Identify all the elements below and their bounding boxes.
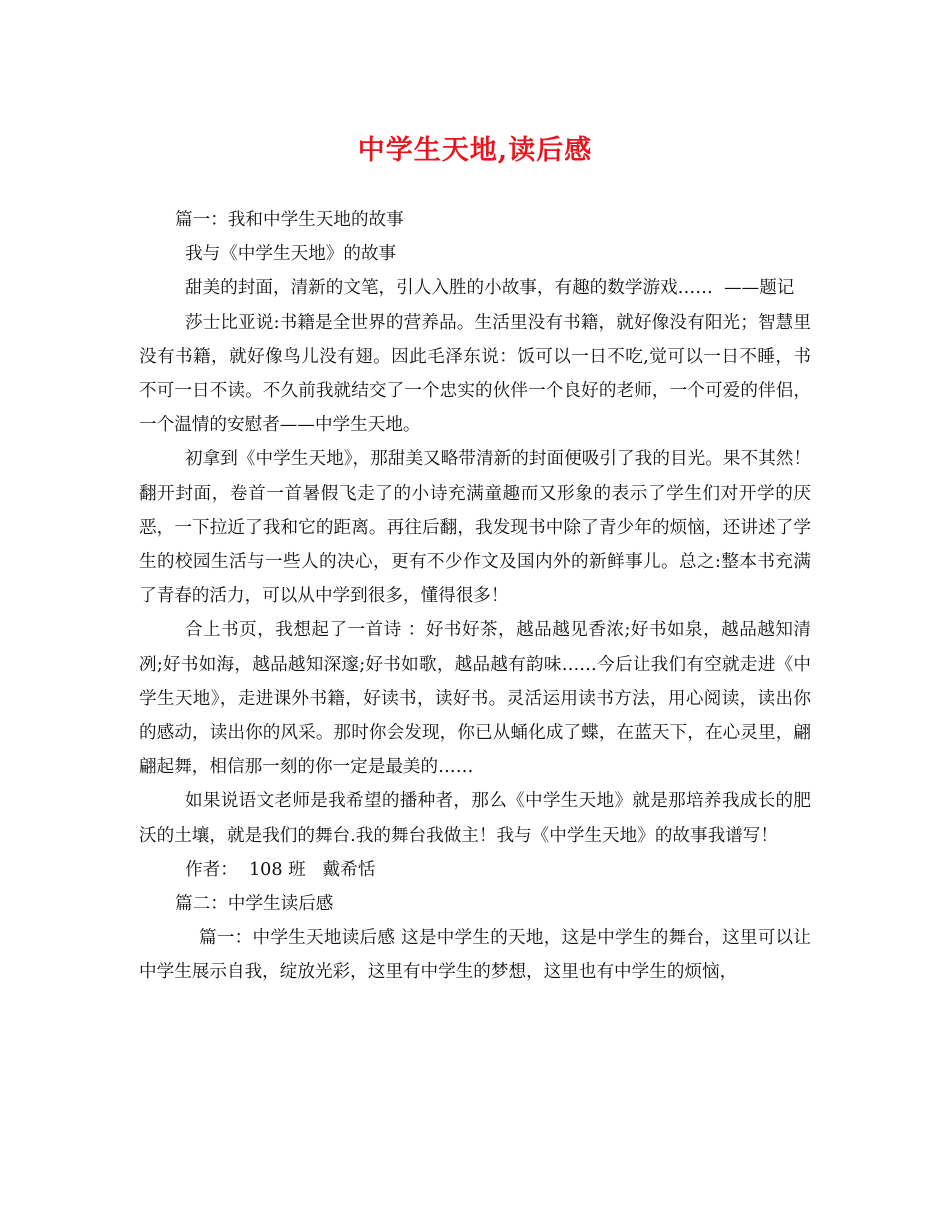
document-title: 中学生天地,读后感 [357,135,593,166]
body-paragraph: 莎士比亚说:书籍是全世界的营养品。生活里没有书籍，就好像没有阳光；智慧里没有书籍，就好像鸟儿没有翅。因此毛泽东说：饭可以一日不吃,觉可以一日不睡，书不可一日不读。不久前我就结交了一个忠实的伙伴一个良好的老师，一个可爱的伴侣，一个温情的安慰者——中学生天地。 [139,312,811,436]
body-paragraph: 篇一：中学生天地读后感 这是中学生的天地，这是中学生的舞台，这里可以让中学生展示自我，绽放光彩，这里有中学生的梦想，这里也有中学生的烦恼， [139,928,811,983]
body-paragraph: 合上书页，我想起了一首诗 ：好书好茶，越品越见香浓;好书如泉，越品越知清冽;好书如海，越品越知深邃;好书如歌，越品越有韵味……今后让我们有空就走进《中学生天地》，走进课外书籍，好读书，读好书。灵活运用读书方法，用心阅读，读出你的感动，读出你的风采。那时你会发现，你已从蛹化成了蝶，在蓝天下，在心灵里，翩翩起舞，相信那一刻的你一定是最美的…… [139,620,811,778]
section-heading-2: 篇二：中学生读后感 [175,894,334,915]
section-heading-1: 篇一：我和中学生天地的故事 [175,210,404,230]
document-body [139,203,811,990]
body-paragraph: 初拿到《中学生天地》，那甜美又略带清新的封面便吸引了我的目光。果不其然！翻开封面，卷首一首暑假飞走了的小诗充满童趣而又形象的表示了学生们对开学的厌恶，一下拉近了我和它的距离。再往后翻，我发现书中除了青少年的烦恼，还讲述了学生的校园生活与一些人的决心，更有不少作文及国内外的新鲜事儿。总之:整本书充满了青春的活力，可以从中学到很多，懂得很多！ [139,449,811,607]
body-paragraph: 如果说语文老师是我希望的播种者，那么《中学生天地》就是那培养我成长的肥沃的土壤，就是我们的舞台.我的舞台我做主！我与《中学生天地》的故事我谱写！ [139,791,811,846]
author-line: 作者： 108 班 戴希恬 [185,859,376,880]
epigraph-paragraph: 甜美的封面，清新的文笔，引人入胜的小故事，有趣的数学游戏…… ——题记 [185,278,795,299]
article-title: 我与《中学生天地》的故事 [185,244,397,265]
